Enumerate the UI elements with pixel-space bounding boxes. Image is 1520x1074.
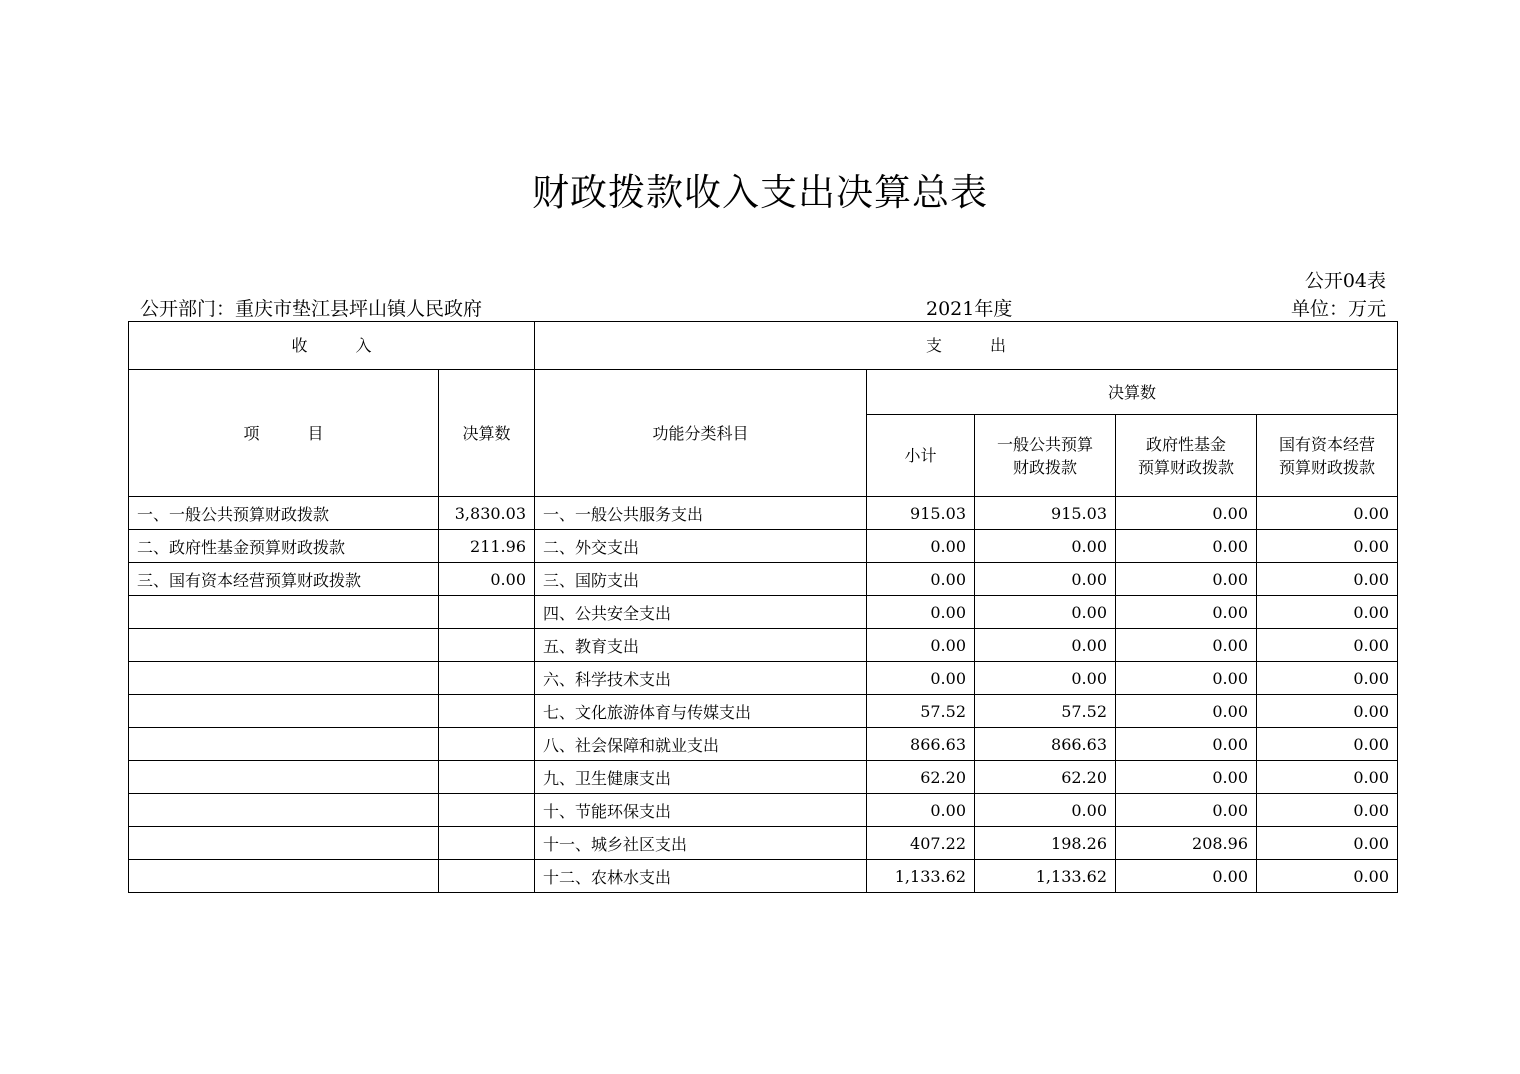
- income-item-cell: [129, 629, 439, 662]
- income-amount-header: 决算数: [439, 370, 535, 497]
- expense-section-header: 支 出: [535, 322, 1398, 370]
- gov-fund-cell: 0.00: [1116, 662, 1257, 695]
- gov-fund-cell: 0.00: [1116, 563, 1257, 596]
- expense-amount-header: 决算数: [867, 370, 1398, 415]
- income-amount-cell: [439, 695, 535, 728]
- gov-fund-cell: 0.00: [1116, 695, 1257, 728]
- expense-item-cell: 八、社会保障和就业支出: [535, 728, 867, 761]
- income-item-cell: 二、政府性基金预算财政拨款: [129, 530, 439, 563]
- income-amount-cell: 3,830.03: [439, 497, 535, 530]
- general-budget-cell: 0.00: [975, 530, 1116, 563]
- income-amount-cell: [439, 827, 535, 860]
- unit-label: 单位：万元: [1290, 298, 1386, 320]
- gov-fund-cell: 0.00: [1116, 530, 1257, 563]
- department-label: 公开部门：重庆市垫江县坪山镇人民政府: [140, 298, 483, 320]
- income-item-cell: [129, 827, 439, 860]
- table-row: [129, 596, 1398, 629]
- state-capital-cell: 0.00: [1257, 497, 1398, 530]
- state-capital-cell: 0.00: [1257, 629, 1398, 662]
- income-item-cell: 三、国有资本经营预算财政拨款: [129, 563, 439, 596]
- state-capital-cell: 0.00: [1257, 794, 1398, 827]
- expense-item-cell: 五、教育支出: [535, 629, 867, 662]
- table-row: [129, 728, 1398, 761]
- income-amount-cell: [439, 662, 535, 695]
- general-budget-cell: 198.26: [975, 827, 1116, 860]
- subtotal-cell: 62.20: [867, 761, 975, 794]
- income-item-cell: [129, 695, 439, 728]
- state-capital-cell: 0.00: [1257, 728, 1398, 761]
- expense-item-cell: 九、卫生健康支出: [535, 761, 867, 794]
- income-section-header: 收 入: [129, 322, 535, 370]
- general-budget-cell: 915.03: [975, 497, 1116, 530]
- table-row: [129, 497, 1398, 530]
- income-item-cell: [129, 596, 439, 629]
- state-capital-cell: 0.00: [1257, 860, 1398, 893]
- subtotal-cell: 0.00: [867, 662, 975, 695]
- budget-table: [128, 321, 1398, 893]
- general-budget-cell: 866.63: [975, 728, 1116, 761]
- subtotal-cell: 866.63: [867, 728, 975, 761]
- form-number: 公开04表: [1304, 270, 1386, 292]
- general-budget-cell: 62.20: [975, 761, 1116, 794]
- gov-fund-cell: 0.00: [1116, 629, 1257, 662]
- general-budget-header: 一般公共预算 财政拨款: [975, 415, 1116, 497]
- general-budget-cell: 0.00: [975, 596, 1116, 629]
- income-amount-cell: 211.96: [439, 530, 535, 563]
- gov-fund-cell: 208.96: [1116, 827, 1257, 860]
- subtotal-cell: 0.00: [867, 794, 975, 827]
- general-budget-cell: 0.00: [975, 563, 1116, 596]
- income-amount-cell: [439, 761, 535, 794]
- state-capital-cell: 0.00: [1257, 695, 1398, 728]
- income-amount-cell: [439, 794, 535, 827]
- table-row: [129, 860, 1398, 893]
- state-capital-cell: 0.00: [1257, 827, 1398, 860]
- general-budget-cell: 57.52: [975, 695, 1116, 728]
- expense-item-cell: 十、节能环保支出: [535, 794, 867, 827]
- table-row: [129, 662, 1398, 695]
- state-capital-cell: 0.00: [1257, 530, 1398, 563]
- income-item-cell: [129, 794, 439, 827]
- expense-item-cell: 十二、农林水支出: [535, 860, 867, 893]
- table-row: [129, 827, 1398, 860]
- gov-fund-cell: 0.00: [1116, 761, 1257, 794]
- subtotal-cell: 915.03: [867, 497, 975, 530]
- table-row: [129, 629, 1398, 662]
- income-item-cell: [129, 662, 439, 695]
- general-budget-cell: 0.00: [975, 629, 1116, 662]
- table-row: [129, 761, 1398, 794]
- income-amount-cell: [439, 629, 535, 662]
- expense-item-cell: 七、文化旅游体育与传媒支出: [535, 695, 867, 728]
- state-capital-cell: 0.00: [1257, 596, 1398, 629]
- page-title: 财政拨款收入支出决算总表: [532, 171, 988, 214]
- expense-item-cell: 三、国防支出: [535, 563, 867, 596]
- general-budget-cell: 0.00: [975, 794, 1116, 827]
- income-amount-cell: 0.00: [439, 563, 535, 596]
- income-amount-cell: [439, 860, 535, 893]
- table-row: [129, 563, 1398, 596]
- income-item-cell: [129, 728, 439, 761]
- expense-item-cell: 六、科学技术支出: [535, 662, 867, 695]
- income-amount-cell: [439, 596, 535, 629]
- state-capital-cell: 0.00: [1257, 761, 1398, 794]
- subtotal-cell: 0.00: [867, 596, 975, 629]
- gov-fund-cell: 0.00: [1116, 794, 1257, 827]
- subtotal-cell: 0.00: [867, 629, 975, 662]
- subtotal-cell: 407.22: [867, 827, 975, 860]
- expense-item-cell: 一、一般公共服务支出: [535, 497, 867, 530]
- subtotal-cell: 0.00: [867, 530, 975, 563]
- state-capital-cell: 0.00: [1257, 563, 1398, 596]
- gov-fund-cell: 0.00: [1116, 728, 1257, 761]
- function-class-header: 功能分类科目: [535, 370, 867, 497]
- subtotal-cell: 1,133.62: [867, 860, 975, 893]
- gov-fund-cell: 0.00: [1116, 497, 1257, 530]
- fiscal-year: 2021年度: [926, 298, 1013, 320]
- income-item-cell: [129, 761, 439, 794]
- expense-item-cell: 十一、城乡社区支出: [535, 827, 867, 860]
- gov-fund-cell: 0.00: [1116, 860, 1257, 893]
- state-capital-cell: 0.00: [1257, 662, 1398, 695]
- general-budget-cell: 1,133.62: [975, 860, 1116, 893]
- income-item-cell: 一、一般公共预算财政拨款: [129, 497, 439, 530]
- state-capital-header: 国有资本经营 预算财政拨款: [1257, 415, 1398, 497]
- item-column-header: 项 目: [129, 370, 439, 497]
- table-row: [129, 695, 1398, 728]
- subtotal-cell: 57.52: [867, 695, 975, 728]
- income-item-cell: [129, 860, 439, 893]
- expense-item-cell: 四、公共安全支出: [535, 596, 867, 629]
- subtotal-header: 小计: [867, 415, 975, 497]
- gov-fund-cell: 0.00: [1116, 596, 1257, 629]
- table-row: [129, 794, 1398, 827]
- income-amount-cell: [439, 728, 535, 761]
- subtotal-cell: 0.00: [867, 563, 975, 596]
- table-row: [129, 530, 1398, 563]
- general-budget-cell: 0.00: [975, 662, 1116, 695]
- gov-fund-header: 政府性基金 预算财政拨款: [1116, 415, 1257, 497]
- expense-item-cell: 二、外交支出: [535, 530, 867, 563]
